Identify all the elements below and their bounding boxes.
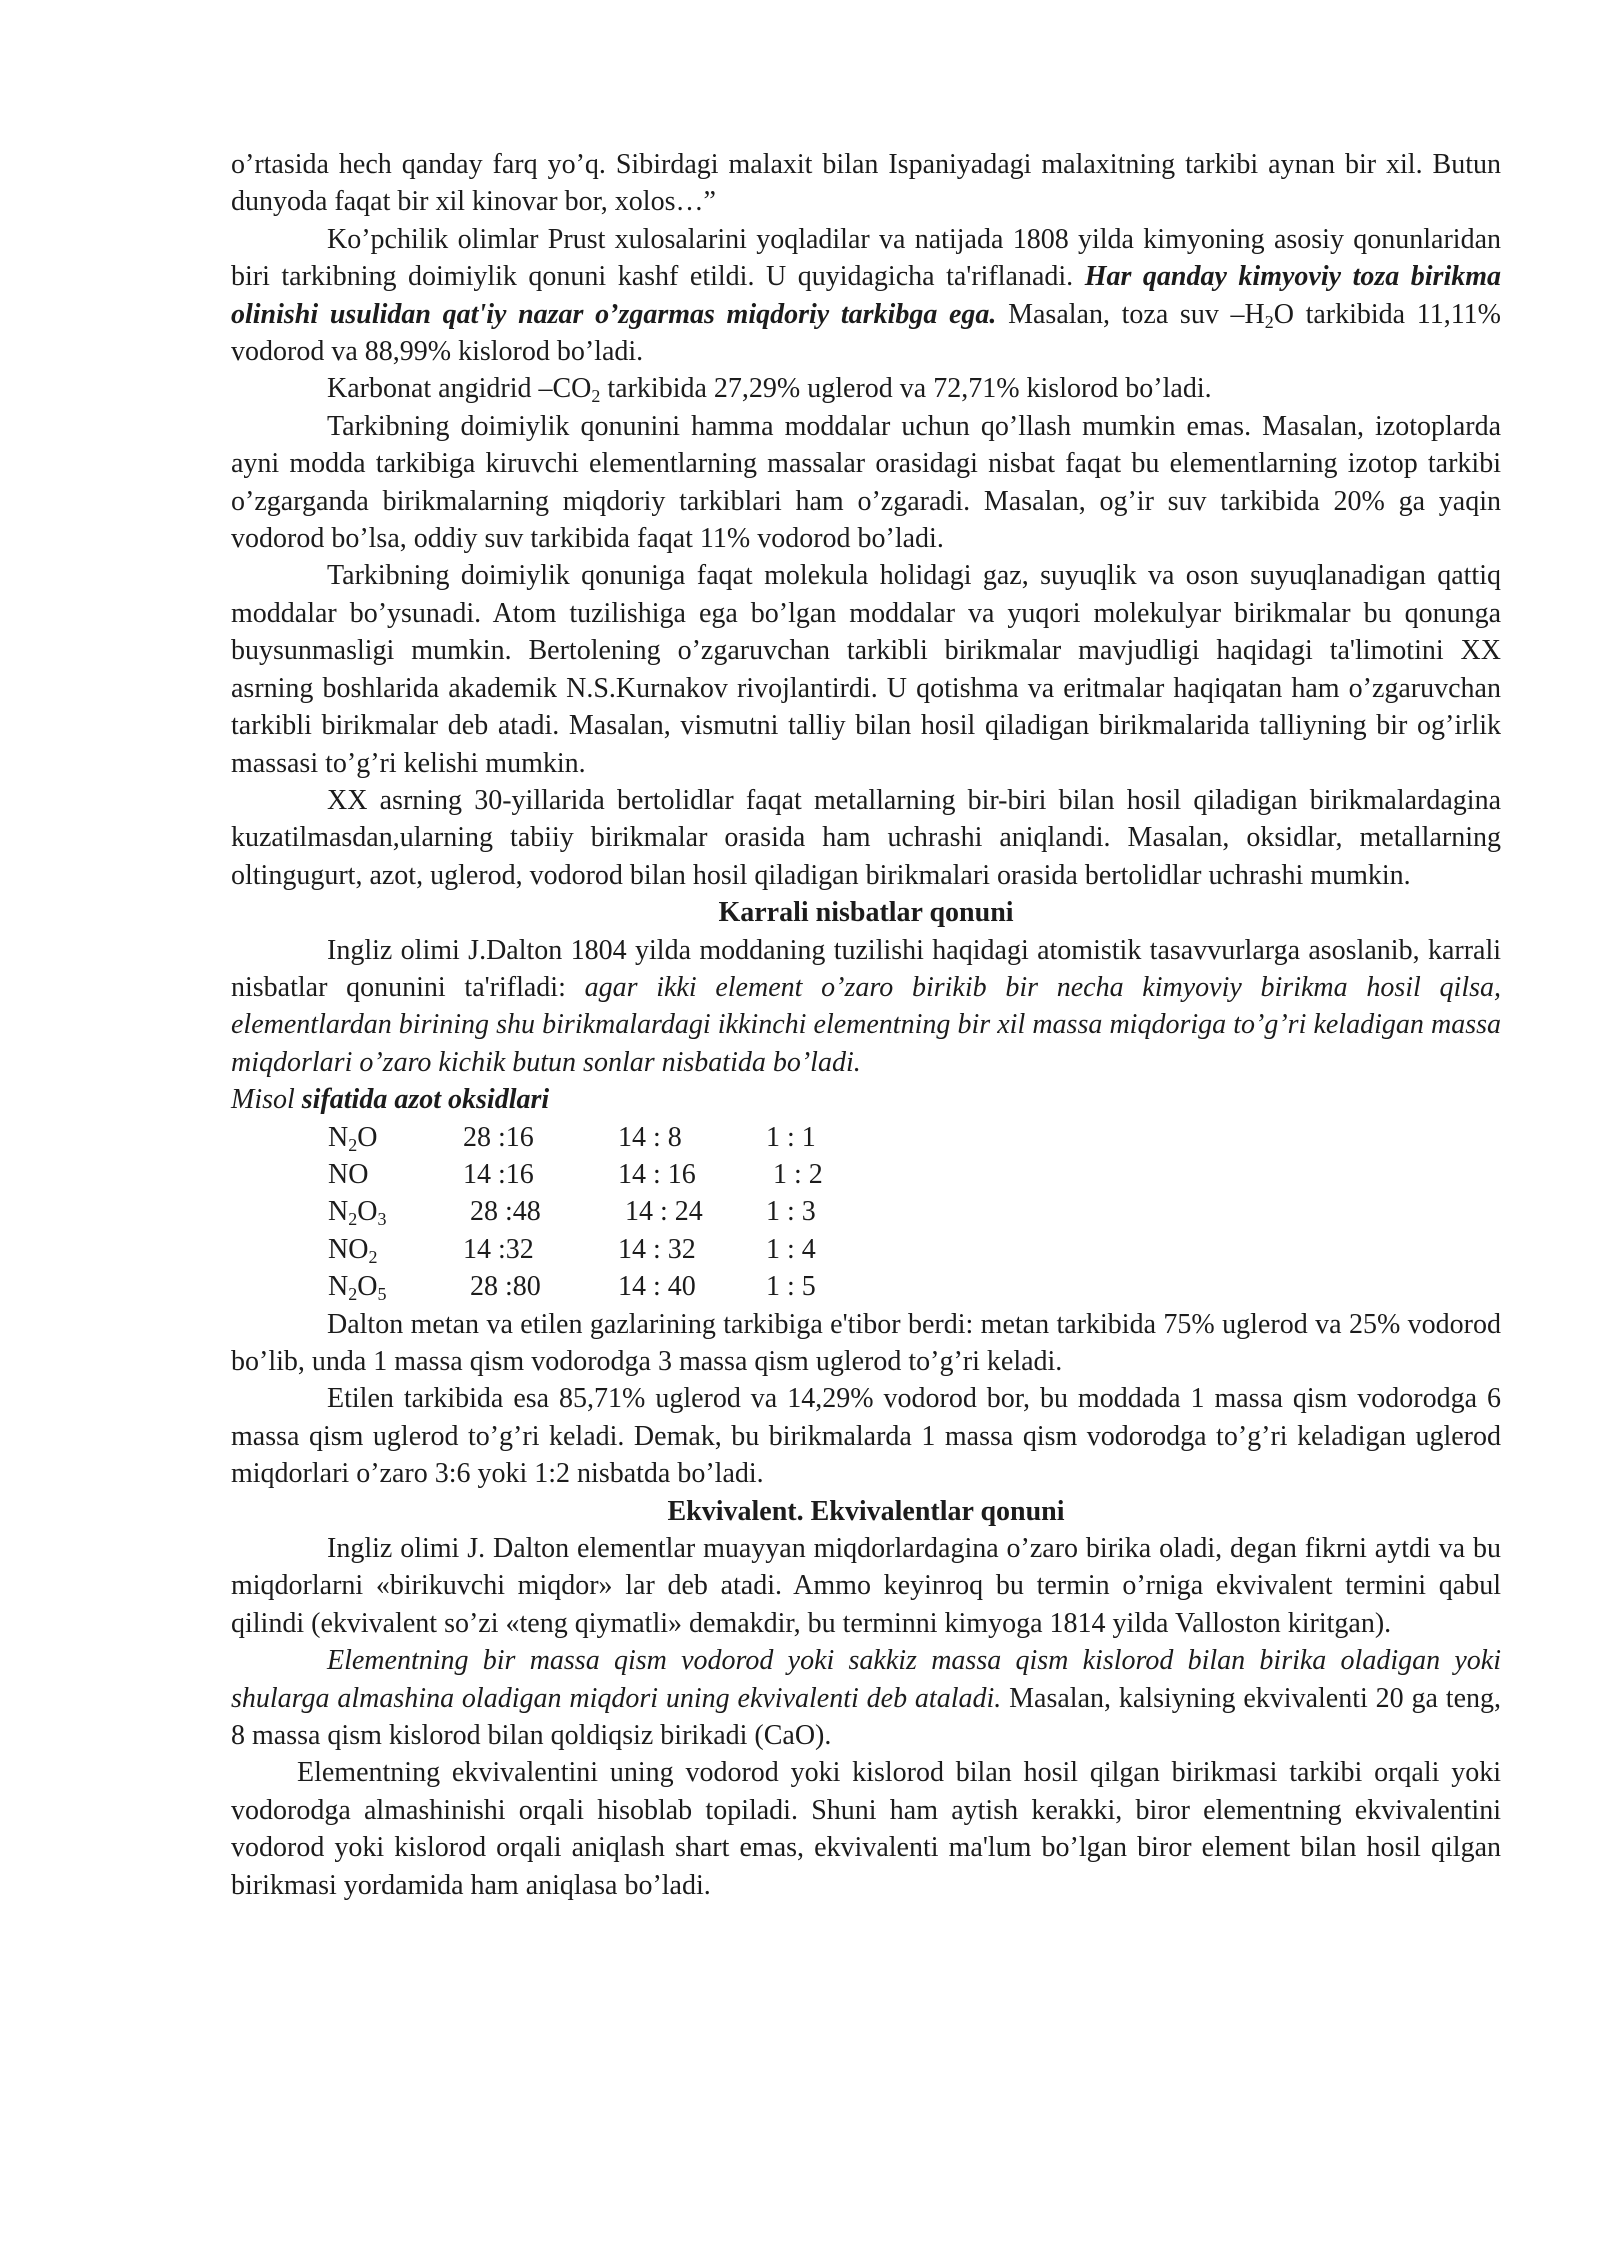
mass-ratio: 28 :48 <box>463 1196 541 1228</box>
paragraph: Elementning ekvivalentini uning vodorod yoki kislorod bilan hosil qilgan birikmasi tarkibi orqali yoki vodorodga almashinishi orqali hisoblab topiladi. Shuni ham aytish kerakki, biror elementning ekvivalentini vodorod yoki kislorod orqali aniqlash shart emas, ekvivalenti ma'lum bo’lgan biror element bilan hosil qilgan birikmasi yordamida ham aniqlasa bo’ladi. <box>231 1757 1501 1901</box>
subscript: 2 <box>368 1246 378 1267</box>
mass-ratio: 28 :80 <box>463 1271 541 1303</box>
reduced-ratio: 14 : 32 <box>618 1233 696 1265</box>
definition-statement: Elementning bir massa qism vodorod yoki sakkiz massa qism kislorod bilan birika oladigan yoki shularga almashina oladigan miqdori uning ekvivalenti deb ataladi. <box>231 1645 1501 1714</box>
mass-ratio: 14 :16 <box>463 1158 534 1190</box>
paragraph <box>231 221 1501 371</box>
paragraph-text: tarkibida 27,29% uglerod va 72,71% kislorod bo’ladi. <box>600 373 1212 405</box>
simple-ratio: 1 : 3 <box>766 1196 816 1228</box>
example-label <box>231 1081 1501 1118</box>
formula-part: O <box>357 1121 378 1153</box>
law-statement: Har qanday kimyoviy toza birikma olinishi usulidan qat'iy nazar o’zgarmas miqdoriy tarkibga ega. <box>231 261 1501 330</box>
paragraph: Dalton metan va etilen gazlarining tarkibiga e'tibor berdi: metan tarkibida 75% uglerod va 25% vodorod bo’lib, unda 1 massa qism vodorodga 3 massa qism uglerod to’g’ri keladi. <box>231 1308 1501 1377</box>
mass-ratio: 28 :16 <box>463 1121 534 1153</box>
reduced-ratio: 14 : 16 <box>618 1158 696 1190</box>
oxide-formula <box>328 1193 463 1230</box>
reduced-ratio: 14 : 24 <box>618 1196 703 1228</box>
subscript: 2 <box>1264 311 1274 332</box>
formula-part: NO <box>328 1233 369 1265</box>
example-label-prefix: Misol <box>231 1084 302 1116</box>
reduced-ratio: 14 : 8 <box>618 1121 682 1153</box>
oxide-row <box>328 1119 823 1156</box>
simple-ratio: 1 : 5 <box>766 1271 816 1303</box>
paragraph: Tarkibning doimiylik qonuniga faqat molekula holidagi gaz, suyuqlik va oson suyuqlanadigan qattiq moddalar bo’ysunadi. Atom tuzilishiga ega bo’lgan moddalar va yuqori molekulyar birikmalar bu qonunga buysunmasligi mumkin. Bertolening o’zgaruvchan tarkibli birikmalar mavjudligi haqidagi ta'limotini XX asrning boshlarida akademik N.S.Kurnakov rivojlantirdi. U qotishma va eritmalar haqiqatan ham o’zgaruvchan tarkibli birikmalar deb atadi. Masalan, vismutni talliy bilan hosil qiladigan birikmalarida talliyning bir og’irlik massasi to’g’ri kelishi mumkin. <box>231 560 1501 779</box>
paragraph-text: Masalan, kalsiyning ekvivalenti 20 ga teng, 8 massa qism kislorod bilan qoldiqsiz birikadi (CaO). <box>231 1682 1501 1752</box>
paragraph-text: O tarkibida 11,11% vodorod va 88,99% kislorod bo’ladi. <box>231 298 1502 368</box>
oxide-row <box>328 1268 823 1305</box>
formula-part: N <box>328 1196 349 1228</box>
example-label-title: sifatida azot oksidlari <box>301 1084 550 1116</box>
formula-part: N <box>328 1121 349 1153</box>
paragraph-text: Karbonat angidrid –CO <box>327 373 592 405</box>
simple-ratio: 1 : 2 <box>766 1158 823 1190</box>
simple-ratio: 1 : 1 <box>766 1121 816 1153</box>
paragraph-text: Ingliz olimi J.Dalton 1804 yilda moddaning tuzilishi haqidagi atomistik tasavvurlarga asoslanib, karrali nisbatlar qonunini ta'rifladi: <box>231 934 1501 1003</box>
section-heading: Ekvivalent. Ekvivalentlar qonuni <box>667 1495 1065 1527</box>
reduced-ratio: 14 : 40 <box>618 1271 696 1303</box>
mass-ratio: 14 :32 <box>463 1233 534 1265</box>
subscript: 3 <box>377 1209 387 1230</box>
paragraph <box>231 370 1501 407</box>
formula-part: O <box>357 1271 378 1303</box>
simple-ratio: 1 : 4 <box>766 1233 816 1265</box>
subscript: 2 <box>591 386 601 407</box>
subscript: 5 <box>377 1284 387 1305</box>
paragraph: Etilen tarkibida esa 85,71% uglerod va 14,29% vodorod bor, bu moddada 1 massa qism vodorodga 6 massa qism uglerod to’g’ri keladi. Demak, bu birikmalarda 1 massa qism vodorodga to’g’ri keladigan uglerod miqdorlari o’zaro 3:6 yoki 1:2 nisbatda bo’ladi. <box>231 1383 1501 1490</box>
paragraph: XX asrning 30-yillarida bertolidlar faqat metallarning bir-biri bilan hosil qiladigan birikmalardagina kuzatilmasdan,ularning tabiiy birikmalar orasida ham uchrashi aniqlandi. Masalan, oksidlar, metallarning oltingugurt, azot, uglerod, vodorod bilan hosil qiladigan birikmalari orasida bertolidlar uchrashi mumkin. <box>231 784 1501 891</box>
oxide-formula <box>328 1231 463 1268</box>
document-page <box>231 146 1501 1904</box>
subscript: 2 <box>348 1134 358 1155</box>
paragraph-text: Masalan, toza suv –H <box>1008 298 1265 330</box>
formula-part: N <box>328 1271 349 1303</box>
oxide-row <box>328 1193 823 1230</box>
paragraph-text: Ko’pchilik olimlar Prust xulosalarini yoqladilar va natijada 1808 yilda kimyoning asosiy qonunlaridan biri tarkibning doimiylik qonuni kashf etildi. U quyidagicha ta'riflanadi. <box>231 223 1501 293</box>
oxides-table <box>328 1119 823 1306</box>
paragraph: o’rtasida hech qanday farq yo’q. Sibirdagi malaxit bilan Ispaniyadagi malaxitning tarkibi aynan bir xil. Butun dunyoda faqat bir xil kinovar bor, xolos…” <box>231 149 1501 218</box>
paragraph <box>231 932 1501 1082</box>
subscript: 2 <box>348 1209 358 1230</box>
oxide-row <box>328 1156 823 1193</box>
oxide-formula <box>328 1268 463 1305</box>
oxide-row <box>328 1231 823 1268</box>
paragraph: Tarkibning doimiylik qonunini hamma moddalar uchun qo’llash mumkin emas. Masalan, izotoplarda ayni modda tarkibiga kiruvchi elementlarning massalar orasidagi nisbat faqat bu elementlarning izotop tarkibi o’zgarganda birikmalarning miqdoriy tarkiblari ham o’zgaradi. Masalan, og’ir suv tarkibida 20% ga yaqin vodorod bo’lsa, oddiy suv tarkibida faqat 11% vodorod bo’ladi. <box>231 410 1501 555</box>
paragraph <box>231 1642 1501 1754</box>
formula-part: NO <box>328 1158 369 1190</box>
oxide-formula <box>328 1156 463 1193</box>
subscript: 2 <box>348 1284 358 1305</box>
oxide-formula <box>328 1119 463 1156</box>
section-heading: Karrali nisbatlar qonuni <box>718 897 1014 929</box>
formula-part: O <box>357 1196 378 1228</box>
paragraph: Ingliz olimi J. Dalton elementlar muayyan miqdorlardagina o’zaro birika oladi, degan fikrni aytdi va bu miqdorlarni «birikuvchi miqdor» lar deb atadi. Ammo keyinroq bu termin o’rniga ekvivalent termini qabul qilindi (ekvivalent so’zi «teng qiymatli» demakdir, bu terminni kimyoga 1814 yilda Valloston kiritgan). <box>231 1533 1501 1639</box>
law-statement: agar ikki element o’zaro birikib bir necha kimyoviy birikma hosil qilsa, elementlardan birining shu birikmalardagi ikkinchi elementning bir xil massa miqdoriga to’g’ri keladigan massa miqdorlari o’zaro kichik butun sonlar nisbatida bo’ladi. <box>231 971 1501 1078</box>
